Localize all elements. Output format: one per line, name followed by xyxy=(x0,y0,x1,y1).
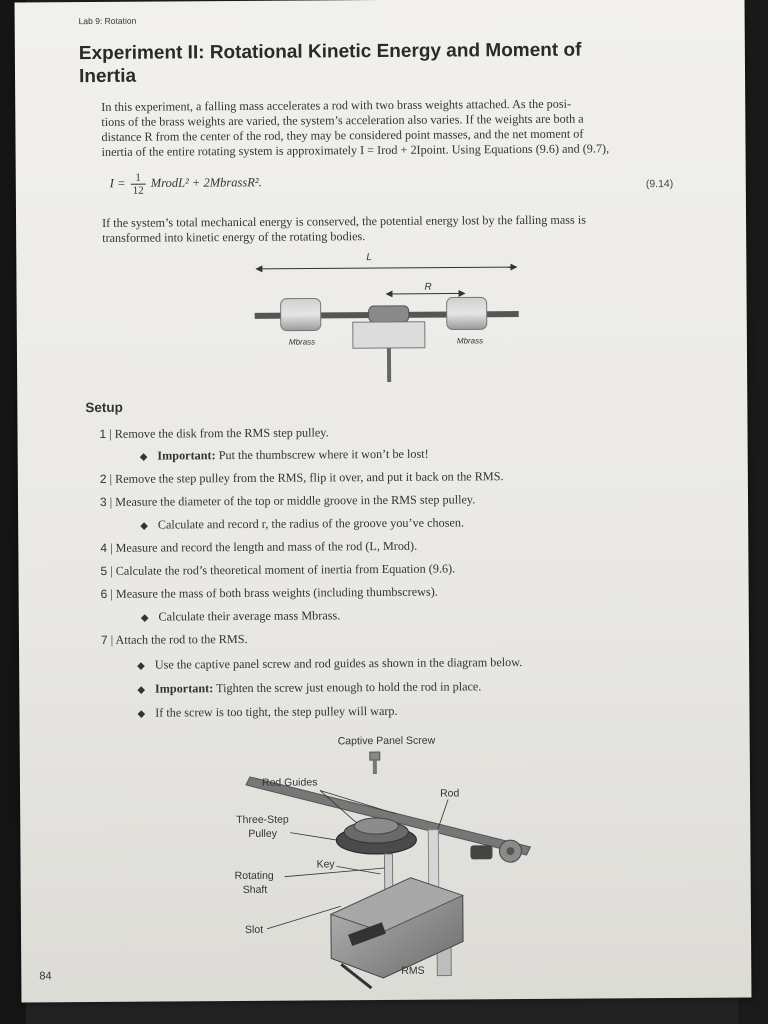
label-captive-panel-screw: Captive Panel Screw xyxy=(337,734,436,748)
radius-label: R xyxy=(424,281,432,293)
rod-diagram xyxy=(216,245,537,387)
rms-apparatus-diagram xyxy=(200,727,562,992)
radius-arrow xyxy=(387,293,465,294)
step-2: 2 | Remove the step pulley from the RMS, flip it over, and put it back on the RMS. xyxy=(99,469,504,486)
label-key: Key xyxy=(316,858,335,871)
step-7: 7 | Attach the rod to the RMS. xyxy=(100,631,248,647)
step-7-bullet-1: ◆ Use the captive panel screw and rod guides as shown in the diagram below. xyxy=(137,655,523,672)
intro-line-2: tions of the brass weights are varied, the system’s acceleration also varies. If the weights are both a xyxy=(101,111,584,129)
page-number: 84 xyxy=(39,970,52,983)
length-arrow xyxy=(256,267,516,269)
support-post xyxy=(387,348,391,382)
textbook-page xyxy=(15,0,752,1003)
equation-fraction-denominator: 12 xyxy=(132,184,144,197)
energy-line-2: transformed into kinetic energy of the rotating bodies. xyxy=(102,229,366,245)
label-slot: Slot xyxy=(244,923,264,936)
label-rotating-1: Rotating xyxy=(234,869,274,883)
label-three-step-2: Pulley xyxy=(248,827,277,840)
step-6: 6 | Measure the mass of both brass weights (including thumbscrews). xyxy=(100,584,438,601)
brass-weight-left xyxy=(281,298,321,330)
equation-rhs: MrodL² + 2MbrassR². xyxy=(150,175,262,190)
label-rotating-2: Shaft xyxy=(242,883,268,896)
step-4: 4 | Measure and record the length and mass of the rod (L, Mrod). xyxy=(100,538,418,555)
step-3-bullet: ◆ Calculate and record r, the radius of the groove you’ve chosen. xyxy=(140,515,465,532)
label-three-step-1: Three-Step xyxy=(236,813,289,827)
brass-weight-right xyxy=(447,297,487,329)
captive-screw-head xyxy=(370,752,380,760)
step-7-bullet-2: ◆ Important: Tighten the screw just enough to hold the rod in place. xyxy=(137,679,482,696)
equation-fraction-numerator: 1 xyxy=(131,172,146,185)
intro-line-3: distance R from the center of the rod, they may be considered point masses, and the net moment of xyxy=(101,126,584,144)
equation-9-14 xyxy=(110,171,262,197)
captive-screw-shaft xyxy=(373,760,377,774)
label-rod-guides: Rod Guides xyxy=(261,776,318,789)
step-3: 3 | Measure the diameter of the top or middle groove in the RMS step pulley. xyxy=(99,492,476,509)
length-label: L xyxy=(366,252,372,264)
mass-label-right: Mbrass xyxy=(456,336,484,346)
step-6-bullet: ◆ Calculate their average mass Mbrass. xyxy=(140,608,341,624)
step-1: 1 | Remove the disk from the RMS step pulley. xyxy=(99,425,329,441)
running-head: Lab 9: Rotation xyxy=(78,15,137,27)
rms-base xyxy=(353,322,425,349)
step-5: 5 | Calculate the rod’s theoretical moment of inertia from Equation (9.6). xyxy=(100,561,456,578)
equation-lhs: I = xyxy=(109,176,126,191)
label-rms: RMS xyxy=(401,964,425,977)
label-rod: Rod xyxy=(440,787,460,800)
step-1-bullet: ◆ Important: Put the thumbscrew where it won’t be lost! xyxy=(139,446,429,463)
energy-line-1: If the system’s total mechanical energy is conserved, the potential energy lost by the falling mass is xyxy=(102,212,586,230)
setup-heading: Setup xyxy=(85,399,123,416)
mass-label-left: Mbrass xyxy=(288,337,316,347)
page-title: Experiment II: Rotational Kinetic Energy and Moment of Inertia xyxy=(78,39,582,88)
equation-number: (9.14) xyxy=(645,177,674,191)
pulley-hub xyxy=(369,306,409,322)
intro-line-1: In this experiment, a falling mass accelerates a rod with two brass weights attached. As the posi- xyxy=(101,96,572,114)
step-7-bullet-3: ◆ If the screw is too tight, the step pulley will warp. xyxy=(137,703,398,720)
intro-line-4: inertia of the entire rotating system is approximately I = Irod + 2Ipoint. Using Equations (9.6) and (9.7), xyxy=(101,141,610,159)
